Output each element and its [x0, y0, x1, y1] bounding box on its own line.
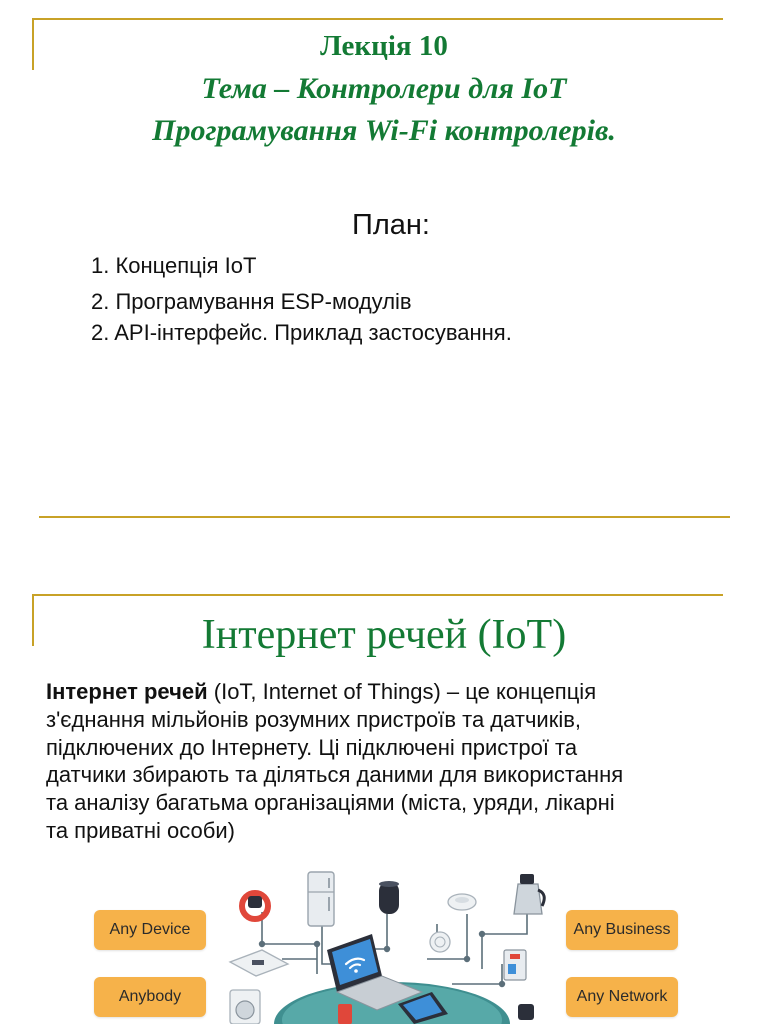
definition-text: (IoT, Internet of Things) – це концепція — [207, 679, 597, 704]
slide1-top-rule — [32, 18, 723, 20]
washing-machine-icon — [230, 990, 260, 1024]
plan-item: 1. Концепція IoT — [91, 253, 257, 278]
smartwatch-icon — [242, 893, 268, 919]
scale-icon — [230, 950, 288, 976]
lecture-title: Лекція 10 — [320, 30, 448, 62]
phone-icon — [338, 1004, 352, 1024]
definition-text: підключених до Інтернету. Ці підключені пристрої та — [46, 734, 578, 760]
definition-text: з'єднання мільйонів розумних пристроїв та датчиків, — [46, 706, 582, 732]
iot-definition — [46, 678, 746, 845]
definition-text: та приватні особи) — [46, 817, 235, 843]
topic-title: Тема – Контролери для IoT — [201, 72, 567, 105]
thermostat-icon — [430, 932, 450, 952]
any-business-badge: Any Business — [566, 910, 678, 950]
iot-devices-illustration — [222, 864, 552, 1024]
plan-heading: План: — [352, 209, 430, 241]
fridge-icon — [308, 872, 334, 926]
any-device-badge: Any Device — [94, 910, 206, 950]
topic-subtitle: Програмування Wi-Fi контролерів. — [152, 114, 616, 147]
any-network-badge: Any Network — [566, 977, 678, 1017]
coffee-machine-icon — [504, 950, 526, 980]
slide1-bottom-rule — [39, 516, 730, 518]
definition-text: датчики збирають та діляться даними для використання — [46, 762, 624, 788]
definition-term: Інтернет речей — [46, 679, 208, 704]
definition-text: та аналізу багатьма організаціями (міста, уряди, лікарні — [46, 790, 615, 816]
tracker-icon — [518, 1004, 534, 1020]
smoke-detector-icon — [448, 894, 476, 910]
kettle-icon — [514, 874, 544, 914]
slide2-top-rule — [32, 594, 723, 596]
plan-item: 2. Програмування ESP-модулів — [91, 289, 412, 314]
anybody-badge: Anybody — [94, 977, 206, 1017]
smart-speaker-icon — [379, 881, 399, 914]
plan-item: 2. API-інтерфейс. Приклад застосування. — [91, 320, 512, 345]
slide-title: Інтернет речей (IoT) — [201, 612, 567, 658]
